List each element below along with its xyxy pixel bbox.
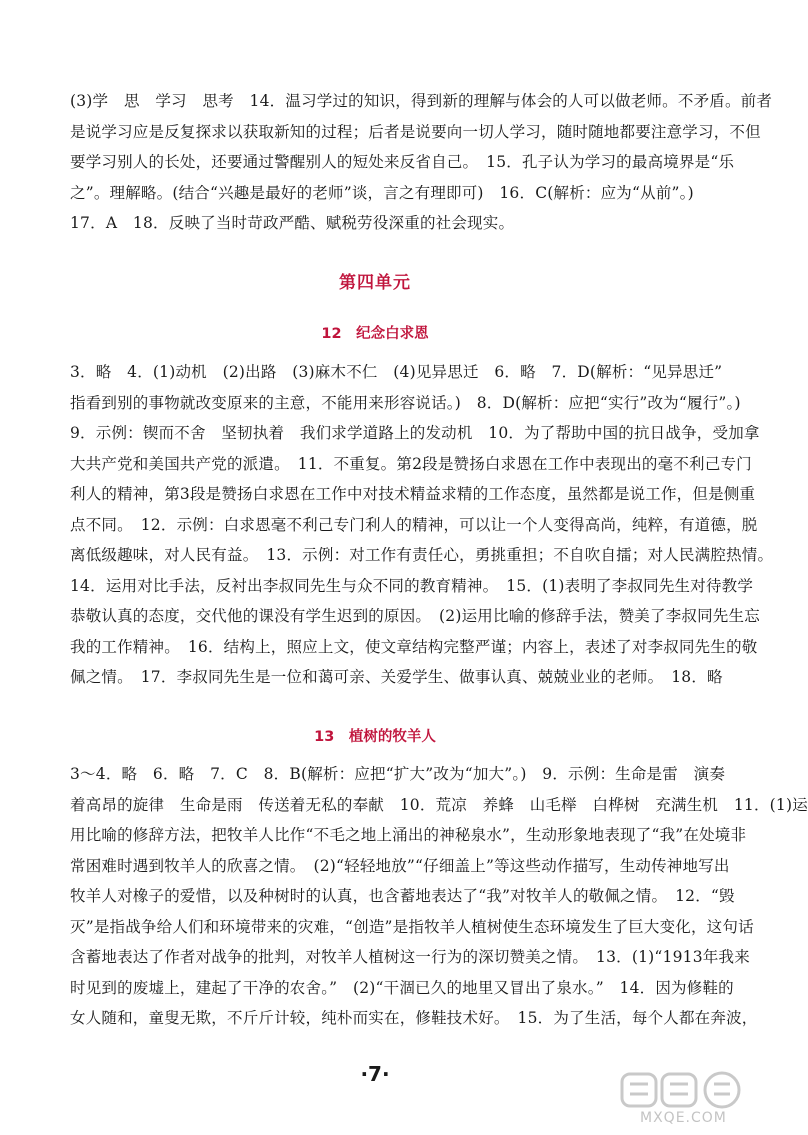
prev-section-answers	[70, 86, 773, 239]
lesson-13-line: 含蓄地表达了作者对战争的批判，对牧羊人植树这一行为的深切赞美之情。 13．(1)“1913年我来	[70, 948, 750, 966]
unit-heading: 第四单元	[339, 273, 411, 293]
lesson-12-line: 佩之情。 17．李叔同先生是一位和蔼可亲、关爱学生、做事认真、兢兢业业的老师。 18．略	[70, 668, 723, 686]
lesson-12-line: 3．略 4．(1)动机 (2)出路 (3)麻木不仁 (4)见异思迁 6．略 7．D(解析：“见异思迁”	[70, 363, 723, 381]
prev-section-line: 17．A 18．反映了当时苛政严酷、赋税劳役深重的社会现实。	[70, 214, 515, 232]
answer-stamp-logo-icon	[618, 1070, 746, 1112]
watermark-logo	[618, 1070, 746, 1132]
lesson-12-line: 点不同。 12．示例：白求恩毫不利己专门利人的精神，可以让一个人变得高尚，纯粹，有道德，脱	[70, 515, 758, 534]
lesson-12-line: 我的工作精神。 16．结构上，照应上文，使文章结构完整严谨；内容上，表述了对李叔同先生的敬	[70, 637, 758, 656]
lesson-12-line: 14．运用对比手法，反衬出李叔同先生与众不同的教育精神。 15．(1)表明了李叔同先生对待教学	[70, 576, 754, 595]
page-number: ·7·	[360, 1062, 390, 1086]
lesson-13-line: 着高昂的旋律 生命是雨 传送着无私的奉献 10．荒凉 养蜂 山毛榉 白桦树 充满生机 11．(1)运	[70, 795, 808, 814]
lesson-13-line: 时见到的废墟上，建起了干净的农舍。” (2)“干涸已久的地里又冒出了泉水。” 14．因为修鞋的	[70, 978, 734, 997]
prev-section-line: 是说学习应是反复探求以获取新知的过程；后者是说要向一切人学习，随时随地都要注意学习，不但	[70, 122, 761, 141]
lesson-13-line: 牧羊人对橡子的爱惜，以及种树时的认真，也含蓄地表达了“我”对牧羊人的敬佩之情。 12．“毁	[70, 887, 735, 905]
lesson-12-line: 利人的精神，第3段是赞扬白求恩在工作中对技术精益求精的工作态度，虽然都是说工作，但是侧重	[70, 485, 756, 503]
lesson-12-answers	[70, 357, 774, 693]
lesson-12-line: 恭敬认真的态度，交代他的课没有学生迟到的原因。 (2)运用比喻的修辞手法，赞美了李叔同先生忘	[70, 607, 760, 625]
lesson-12-line: 9．示例：锲而不舍 坚韧执着 我们求学道路上的发动机 10．为了帮助中国的抗日战争，受加拿	[70, 424, 760, 442]
prev-section-line: (3)学 思 学习 思考 14．温习学过的知识，得到新的理解与体会的人可以做老师。不矛盾。前者	[70, 92, 773, 110]
lesson-13-line: 灭”是指战争给人们和环境带来的灾难，“创造”是指牧羊人植树使生态环境发生了巨大变化，这句话	[70, 917, 754, 936]
lesson-13-line: 女人随和，童叟无欺，不斤斤计较，纯朴而实在，修鞋技术好。 15．为了生活，每个人都在奔波，	[70, 1009, 758, 1027]
lesson-13-line: 用比喻的修辞方法，把牧羊人比作“不毛之地上涌出的神秘泉水”，生动形象地表现了“我”在处境非	[70, 826, 747, 844]
lesson-12-line: 指看到别的事物就改变原来的主意，不能用来形容说话。) 8．D(解析：应把“实行”改为“履行”。)	[70, 393, 741, 412]
lesson-12-line: 离低级趣味，对人民有益。 13．示例：对工作有责任心，勇挑重担；不自吹自擂；对人民满腔热情。	[70, 546, 774, 564]
lesson-13-line: 常困难时遇到牧羊人的欣喜之情。 (2)“轻轻地放”“仔细盖上”等这些动作描写，生动传神地写出	[70, 856, 730, 875]
lesson-13-title: 13 植树的牧羊人	[314, 729, 436, 745]
prev-section-line: 之”。理解略。(结合“兴趣是最好的老师”谈，言之有理即可) 16．C(解析：应为“从前”。)	[70, 183, 694, 202]
lesson-12-line: 大共产党和美国共产党的派遣。 11．不重复。第2段是赞扬白求恩在工作中表现出的毫不利己专门	[70, 454, 752, 473]
lesson-13-line: 3～4．略 6．略 7．C 8．B(解析：应把“扩大”改为“加大”。) 9．示例：生命是雷 演奏	[70, 765, 726, 783]
prev-section-line: 要学习别人的长处，还要通过警醒别人的短处来反省自己。 15．孔子认为学习的最高境界是“乐	[70, 153, 735, 171]
lesson-13-answers	[70, 759, 808, 1034]
lesson-12-title: 12 纪念白求恩	[321, 326, 429, 342]
watermark-text: MXQE.COM	[640, 1110, 727, 1126]
